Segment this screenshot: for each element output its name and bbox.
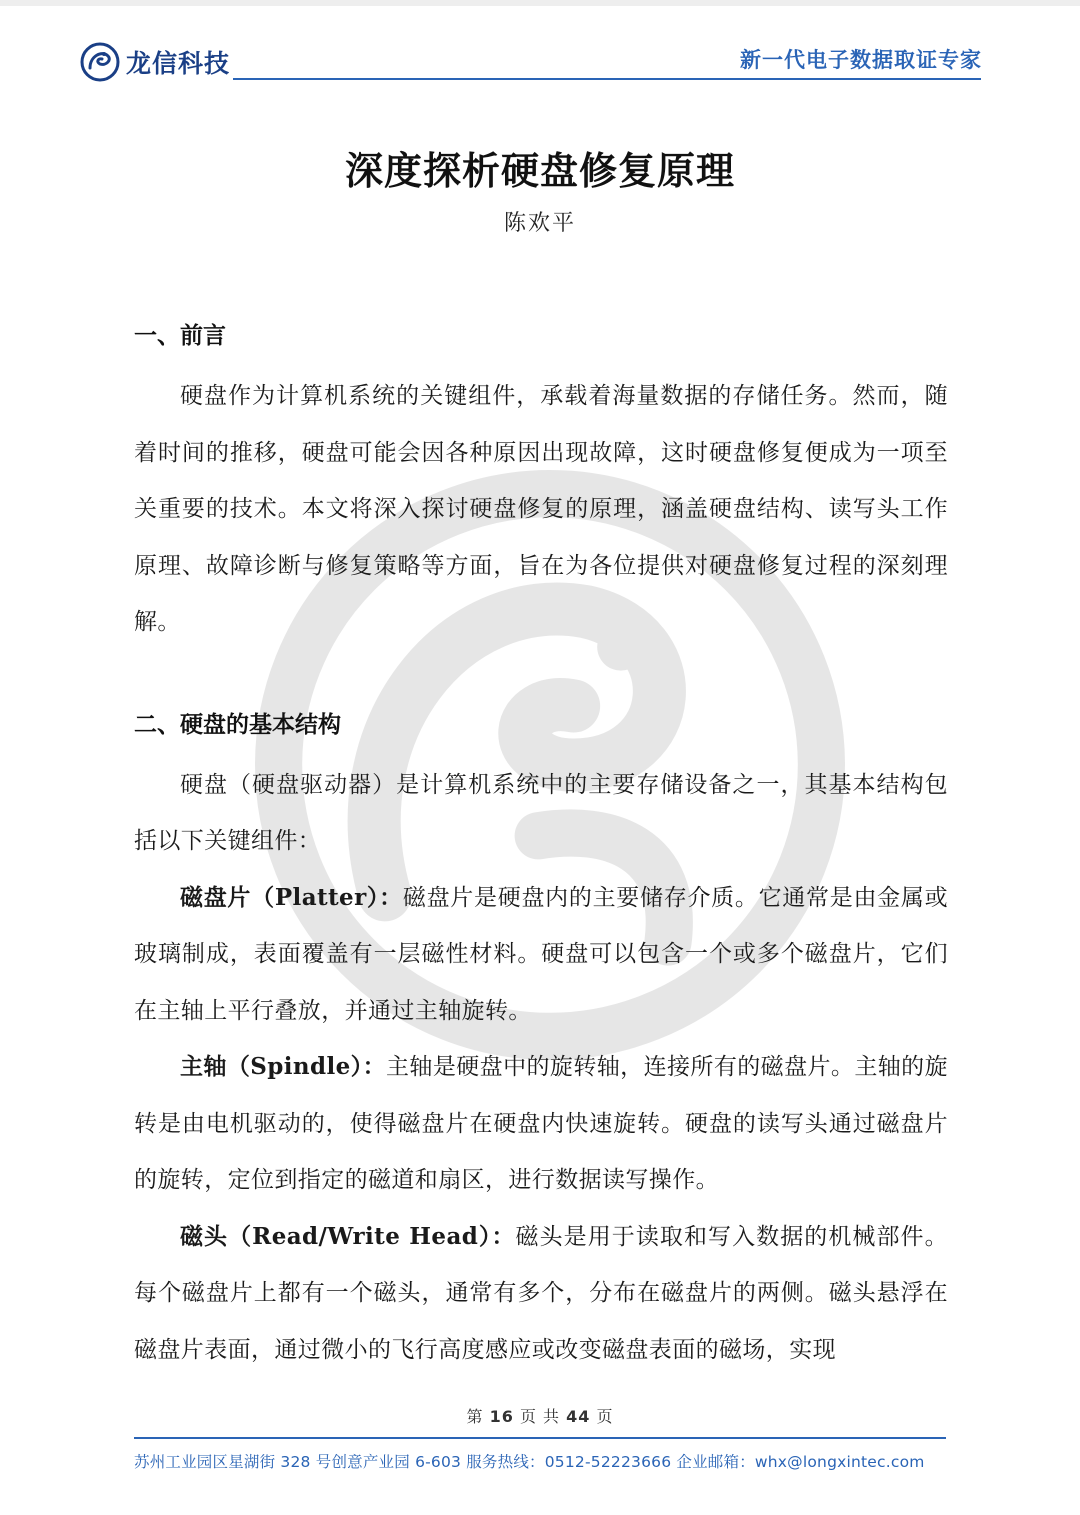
page-number xyxy=(0,1404,1080,1427)
head-term: 磁头（Read/Write Head）： xyxy=(180,1222,516,1250)
dragon-logo-icon xyxy=(80,42,120,82)
platter-paragraph xyxy=(134,870,948,1040)
head-text: 磁头是用于读取和写入数据的机械部件。每个磁盘片上都有一个磁头，通常有多个，分布在磁盘片的两侧。磁头悬浮在磁盘片表面，通过微小的飞行高度感应或改变磁盘表面的磁场，实现 xyxy=(134,1223,949,1363)
footer-contact: 苏州工业园区星湖街 328 号创意产业园 6-603 服务热线：0512-52223666 企业邮箱：whx@longxintec.com xyxy=(134,1453,925,1471)
section-heading-preface: 一、前言 xyxy=(134,323,226,349)
header-divider xyxy=(233,78,981,80)
page-total: 44 xyxy=(566,1407,591,1426)
head-paragraph xyxy=(134,1209,948,1379)
spindle-text: 主轴是硬盘中的旋转轴，连接所有的磁盘片。主轴的旋转是由电机驱动的，使得磁盘片在硬盘内快速旋转。硬盘的读写头通过磁盘片的旋转，定位到指定的磁道和扇区，进行数据读写操作。 xyxy=(134,1054,948,1193)
page-current: 16 xyxy=(489,1407,514,1426)
section-heading-structure: 二、硬盘的基本结构 xyxy=(134,711,341,738)
document-author: 陈欢平 xyxy=(503,211,576,236)
page-prefix: 第 xyxy=(466,1407,484,1426)
company-name: 龙信科技 xyxy=(126,49,231,78)
structure-intro-paragraph: 硬盘（硬盘驱动器）是计算机系统中的主要存储设备之一，其基本结构包括以下关键组件： xyxy=(134,771,948,854)
platter-text: 磁盘片是硬盘内的主要储存介质。它通常是由金属或玻璃制成，表面覆盖有一层磁性材料。硬盘可以包含一个或多个磁盘片，它们在主轴上平行叠放，并通过主轴旋转。 xyxy=(134,884,949,1024)
page-mid: 页 共 xyxy=(519,1407,561,1426)
spindle-paragraph xyxy=(134,1039,948,1209)
footer-divider xyxy=(134,1437,946,1439)
spindle-term: 主轴（Spindle）： xyxy=(180,1053,387,1080)
platter-term: 磁盘片（Platter）： xyxy=(180,883,403,911)
company-logo xyxy=(80,42,230,82)
document-title: 深度探析硬盘修复原理 xyxy=(344,148,735,193)
page-header xyxy=(0,0,1080,90)
document-body xyxy=(134,312,948,1378)
preface-paragraph: 硬盘作为计算机系统的关键组件，承载着海量数据的存储任务。然而，随着时间的推移，硬盘可能会因各种原因出现故障，这时硬盘修复便成为一项至关重要的技术。本文将深入探讨硬盘修复的原理，涵盖硬盘结构、读写头工作原理、故障诊断与修复策略等方面，旨在为各位提供对硬盘修复过程的深刻理解。 xyxy=(134,383,948,635)
header-slogan: 新一代电子数据取证专家 xyxy=(740,48,982,72)
page-suffix: 页 xyxy=(596,1407,614,1426)
